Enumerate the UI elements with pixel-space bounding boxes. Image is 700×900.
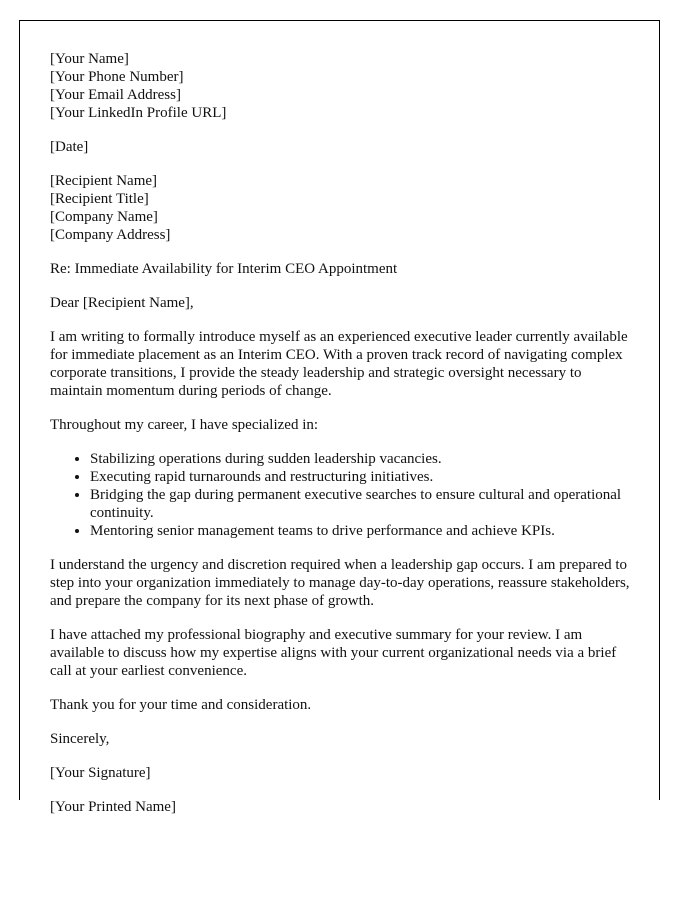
list-item: • Executing rapid turnarounds and restructuring initiatives. [90,468,636,486]
urgency-paragraph: I understand the urgency and discretion required when a leadership gap occurs. I am prepared to step into your organization immediately to manage day-to-day operations, reassure stakeholders, and prepare the company for its next phase of growth. [50,557,630,609]
list-item: • Bridging the gap during permanent executive searches to ensure cultural and operational continuity. [90,486,636,522]
specialties-intro: Throughout my career, I have specialized in: [50,417,319,433]
thanks-paragraph: Thank you for your time and consideration. [50,697,312,713]
sender-linkedin: [Your LinkedIn Profile URL] [50,105,227,121]
letter-content [50,50,636,816]
letter-date: [Date] [50,139,89,155]
sender-block [50,50,636,122]
signature: [Your Signature] [50,765,151,781]
sender-email: [Your Email Address] [50,87,181,103]
list-item: • Mentoring senior management teams to drive performance and achieve KPIs. [90,522,636,540]
recipient-name: [Recipient Name] [50,173,158,189]
recipient-company: [Company Name] [50,209,158,225]
recipient-title: [Recipient Title] [50,191,149,207]
intro-paragraph: I am writing to formally introduce myself as an experienced executive leader currently available for immediate placement as an Interim CEO. With a proven track record of navigating complex corporate transitions, I provide the steady leadership and strategic oversight necessary to maintain momentum during periods of change. [50,329,628,399]
letter-page [19,20,660,815]
subject-line: Re: Immediate Availability for Interim CEO Appointment [50,261,398,277]
printed-name: [Your Printed Name] [50,799,176,815]
recipient-block [50,172,636,244]
sender-name: [Your Name] [50,51,129,67]
closing: Sincerely, [50,731,110,747]
specialties-list [50,450,636,540]
recipient-address: [Company Address] [50,227,171,243]
attachments-paragraph: I have attached my professional biography and executive summary for your review. I am available to discuss how my expertise aligns with your current organizational needs via a brief call at your earliest convenience. [50,627,617,679]
sender-phone: [Your Phone Number] [50,69,184,85]
salutation: Dear [Recipient Name], [50,295,194,311]
list-item: • Stabilizing operations during sudden leadership vacancies. [90,450,636,468]
